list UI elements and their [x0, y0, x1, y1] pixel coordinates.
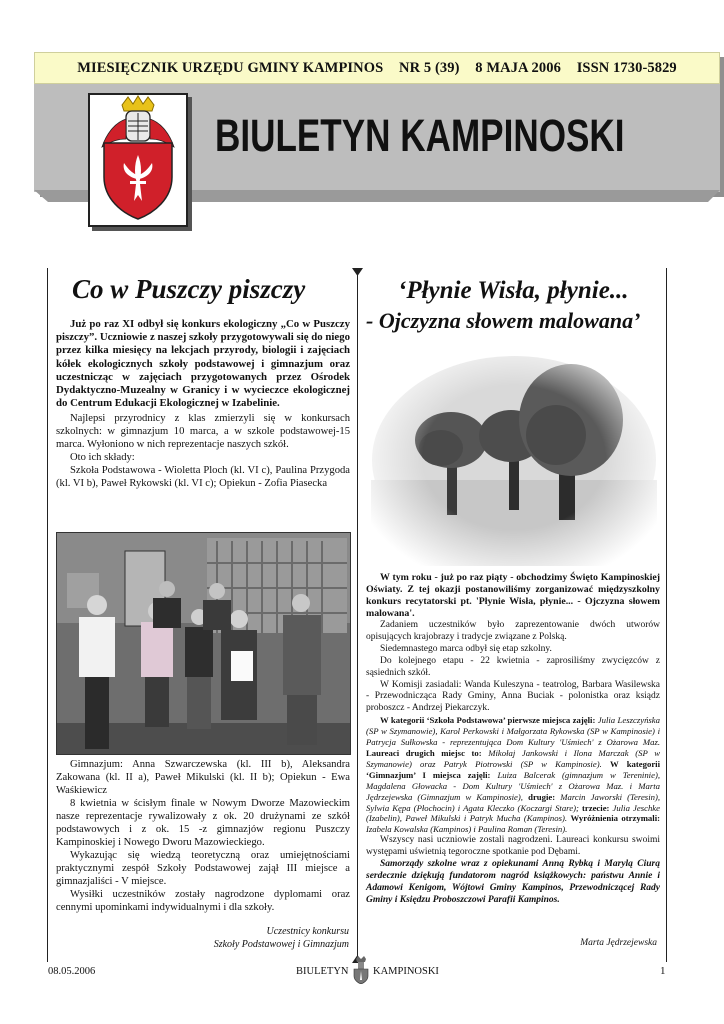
footer-crest-icon	[352, 956, 370, 984]
right-results	[366, 715, 660, 835]
footer-brand-left: BIULETYN	[296, 966, 349, 977]
result-label: drugie:	[528, 791, 556, 802]
right-thanks: Samorządy szkolne wraz z opiekunami Anną Rybką i Marylą Ciurą serdecznie dziękują fundatorom nagród książkowych: państwu Annie i Adamowi Kenigom, Wójtowi Gminy Kampinos, Przewodniczącej Rady Gminy i Księdzu Proboszczowi Parafii Kampinos.	[366, 859, 660, 905]
right-paragraph: Siedemnastego marca odbył się etap szkolny.	[380, 643, 552, 654]
coat-of-arms-icon	[90, 95, 186, 225]
divider-ornament-icon	[352, 268, 363, 276]
right-article-title: ‘Płynie Wisła, płynie...	[398, 277, 629, 304]
willows-photo	[371, 340, 657, 566]
masthead-name: MIESIĘCZNIK URZĘDU GMINY KAMPINOS	[77, 60, 384, 76]
left-signature-line2: Szkoły Podstawowej i Gimnazjum	[213, 939, 349, 950]
result-names: Mikołaj Jankowski i Ilona Marczak (SP w Szymanowie) oraz Patryk Piotrowski (SP w Kampinosie).	[366, 747, 660, 769]
page-number: 1	[660, 965, 666, 977]
right-column-border	[666, 268, 667, 962]
result-label: W kategorii ‘Gimnazjum’ I miejsca zajęli:	[366, 758, 661, 780]
result-names: Marcin Jaworski (Teresin), Sylwia Kępa (Płochocin) i Agata Kleczko (Koczargi Stare);	[366, 791, 661, 813]
left-article-body-top	[56, 318, 350, 490]
left-article-title: Co w Puszczy piszczy	[72, 274, 306, 304]
left-paragraph: Najlepsi przyrodnicy z klas zmierzyli się w konkursach szkolnych: w gimnazjum 10 marca, a w szkole podstawowej-15 marca. Wyłoniono w nich reprezentacje naszych szkół.	[56, 413, 350, 451]
footer-date: 08.05.2006	[48, 966, 96, 977]
result-names: Julia Jeschke (Izabelin), Paweł Mikulski i Patryk Mucha (Kampinos).	[366, 802, 661, 824]
right-article-subtitle: - Ojczyzna słowem malowana’	[366, 308, 641, 333]
left-paragraph: Gimnazjum: Anna Szwarczewska (kl. III b), Aleksandra Zakowana (kl. II a), Paweł Mikulski (kl. II b); Opiekun - Ewa Waśkiewicz	[56, 759, 350, 796]
result-label: W kategorii ‘Szkoła Podstawowa’ pierwsze miejsca zajęli:	[380, 715, 596, 726]
left-paragraph: Oto ich składy:	[70, 452, 135, 464]
result-label: trzecie:	[581, 802, 610, 813]
right-paragraph: Zadaniem uczestników było zaprezentowanie dwóch utworów opisujących krajobrazy i tradycje związane z Polską.	[366, 620, 660, 642]
left-paragraph: Wykazując się wiedzą teoretyczną oraz umiejętnościami praktycznymi zespół Szkoły Podstawowej zajął III miejsce a gimnazjaliści - V miejsce.	[56, 850, 350, 887]
right-paragraph: W Komisji zasiadali: Wanda Kuleszyna - teatrolog, Barbara Wasilewska - Przewodnicząca Rady Gminy, Anna Buciak - polonistka oraz ksiądz proboszcz - Andrzej Piekarczyk.	[366, 679, 660, 714]
left-article-body-bottom	[56, 758, 350, 914]
result-names: Julia Leszczyńska (SP w Szymanowie), Karol Perkowski i Małgorzata Rykowska (SP w Kampinosie) i Patrycja Sułkowska - reprezentująca Dom Kultury 'Uśmiech' z Ożarowa Maz.	[366, 715, 660, 748]
left-column-border	[47, 268, 48, 962]
right-signature: Marta Jędrzejewska	[580, 938, 657, 948]
result-names: Izabela Kowalska (Kampinos) i Paulina Roman (Teresin).	[366, 824, 568, 835]
newsletter-title: BIULETYN KAMPINOSKI	[215, 110, 625, 161]
right-article-body	[366, 572, 660, 907]
left-lead: Już po raz XI odbył się konkurs ekologiczny „Co w Puszczy piszczy”. Uczniowie z naszej szkoły przygotowywali się do niego przez kilka miesięcy na lekcjach przyrody, biologii i zajęciach kółek ekologicznych szkoły podstawowej i gimnazjum oraz uczestnicząc w zajęciach przygotowanych przez Ośrodek Dydaktyczno-Muzealny w Granicy i w wycieczce ekologicznej do Centrum Edukacji Ekologicznej w Izabelinie.	[56, 318, 350, 410]
left-paragraph: 8 kwietnia w ścisłym finale w Nowym Dworze Mazowieckim nasze reprezentacje rywalizowały z ok. 20 drużynami ze szkół podstawowych i z ok. 15 -z gimnazjów regionu Puszczy Kampinoskiej i Nowego Dworu Mazowieckiego.	[56, 798, 350, 848]
result-label: Wyróżnienia otrzymali:	[570, 813, 660, 824]
right-paragraph: Do kolejnego etapu - 22 kwietnia - zaprosiliśmy zwycięzców z sąsiednich szkół.	[366, 655, 660, 678]
crest-frame	[88, 93, 188, 227]
footer-brand-right: KAMPINOSKI	[373, 966, 439, 977]
right-lead: W tym roku - już po raz piąty - obchodzimy Święto Kampinoskiej Oświaty. Z tej okazji postanowiliśmy zorganizować międzyszkolny konkurs recytatorski pt. 'Płynie Wisła, płynie... - Ojczyzna słowem malowana'.	[366, 572, 660, 619]
left-paragraph: Wysiłki uczestników zostały nagrodzone dyplomami oraz cennymi upominkami indywidualnymi i dla szkoły.	[56, 889, 350, 913]
left-signature-line1: Uczestnicy konkursu	[266, 926, 349, 937]
column-divider	[357, 268, 358, 962]
issue-number: NR 5 (39)	[399, 60, 460, 76]
masthead-line	[34, 60, 720, 77]
right-paragraph: Wszyscy nasi uczniowie zostali nagrodzeni. Laureaci konkursu swoimi występami uświetnią tegoroczne spotkanie pod Dębami.	[366, 835, 660, 858]
issn: ISSN 1730-5829	[576, 60, 677, 76]
students-photo	[56, 532, 351, 755]
issue-date: 8 MAJA 2006	[475, 60, 561, 76]
result-names: Luiza Balcerak (gimnazjum w Tereninie), Magdalena Głowacka - Dom Kultury 'Uśmiech' z Ożarowa Maz. i Marta Jędrzejewska (Gimnazjum w Kampinosie),	[366, 769, 661, 802]
students-photo-image	[57, 533, 350, 754]
left-paragraph: Szkoła Podstawowa - Wioletta Ploch (kl. VI c), Paulina Przygoda (kl. VI b), Paweł Rykowski (kl. VI c); Opiekun - Zofia Piasecka	[56, 465, 350, 490]
result-label: Laureaci drugich miejsc to:	[366, 747, 482, 758]
